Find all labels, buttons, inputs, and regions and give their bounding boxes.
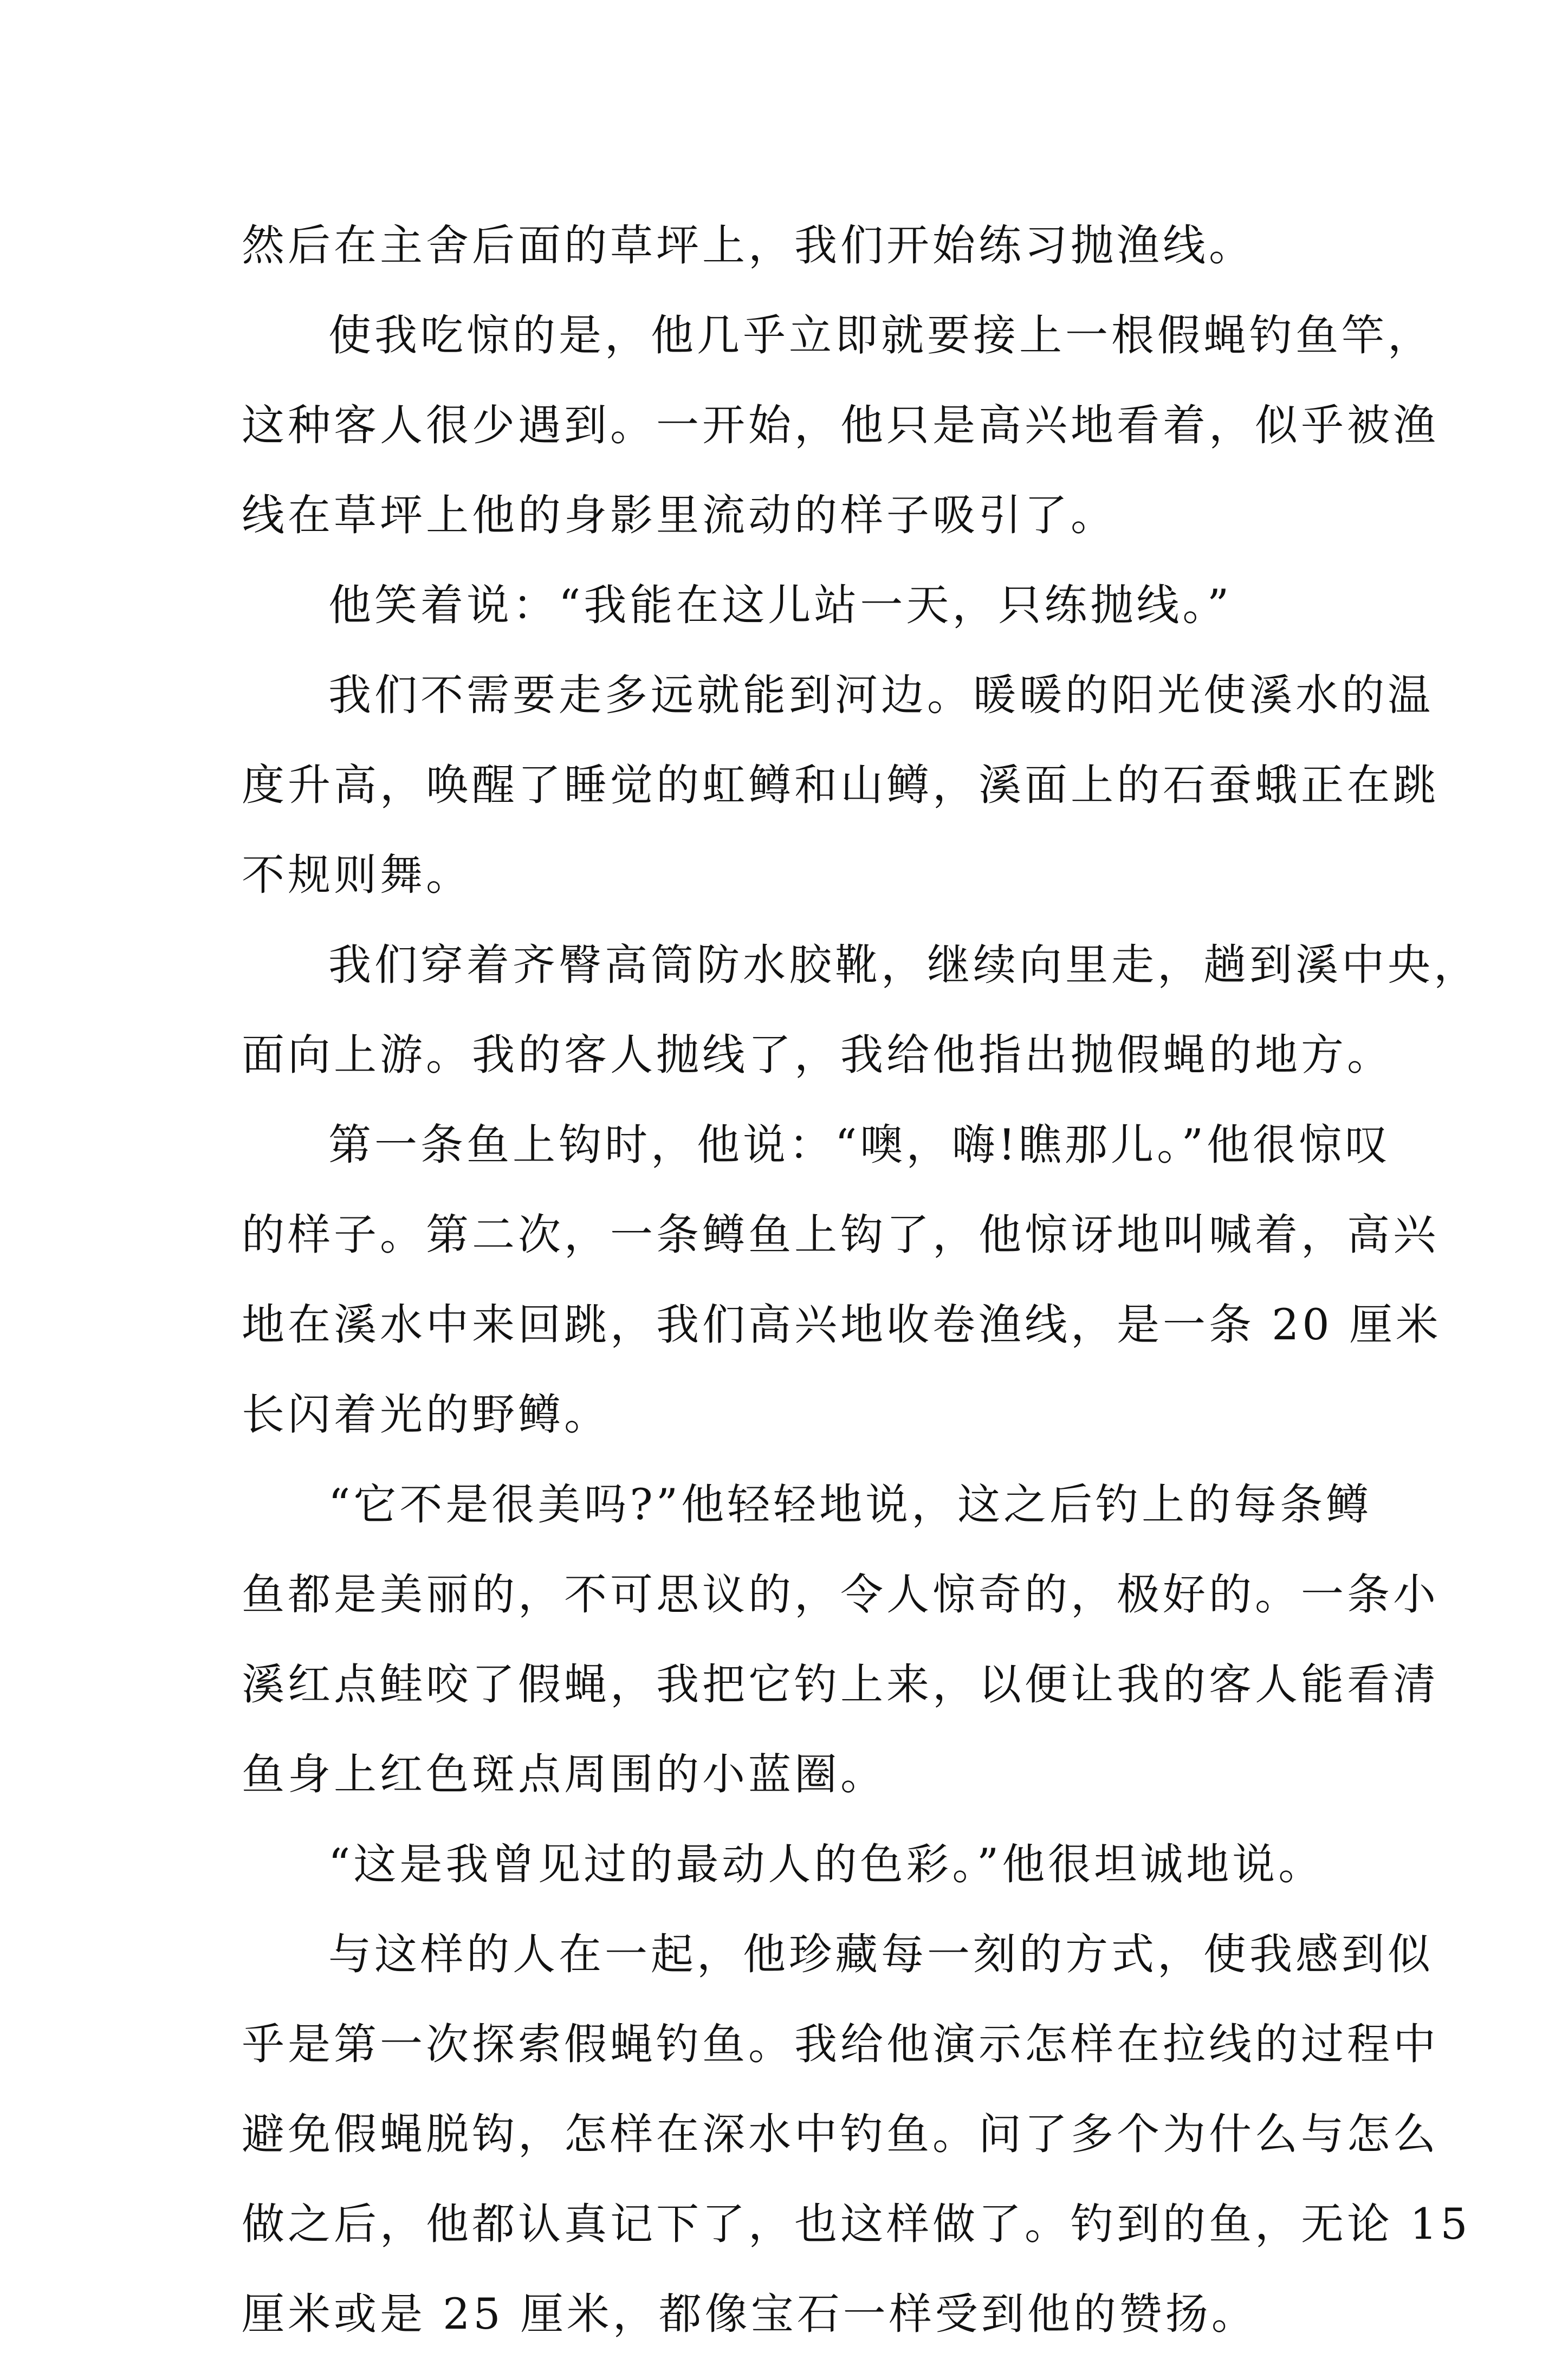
- text-line: 厘米或是 25 厘米，都像宝石一样受到他的赞扬。: [242, 2289, 1258, 2339]
- text-line: 线在草坪上他的身影里流动的样子吸引了。: [242, 490, 1117, 540]
- text-line: 我们不需要走多远就能到河边。暖暖的阳光使溪水的温: [328, 670, 1434, 720]
- text-line: 乎是第一次探索假蝇钓鱼。我给他演示怎样在拉线的过程中: [242, 2019, 1439, 2069]
- text-line: 鱼都是美丽的，不可思议的，令人惊奇的，极好的。一条小: [242, 1570, 1439, 1619]
- text-line: “这是我曾见过的最动人的色彩。”他很坦诚地说。: [328, 1839, 1325, 1889]
- text-line: 度升高，唤醒了睡觉的虹鳟和山鳟，溪面上的石蚕蛾正在跳: [242, 760, 1439, 810]
- text-line: 面向上游。我的客人抛线了，我给他指出抛假蝇的地方。: [242, 1030, 1393, 1080]
- text-line: 第一条鱼上钩时，他说：“噢，嗨!瞧那儿。”他很惊叹: [328, 1120, 1391, 1170]
- text-line: 我们穿着齐臀高筒防水胶靴，继续向里走，趟到溪中央，: [328, 940, 1480, 990]
- text-line: 的样子。第二次，一条鳟鱼上钩了，他惊讶地叫喊着，高兴: [242, 1210, 1439, 1260]
- text-line: 他笑着说：“我能在这儿站一天，只练抛线。”: [328, 580, 1233, 630]
- document-body: [242, 200, 1480, 2359]
- text-line: 避免假蝇脱钩，怎样在深水中钓鱼。问了多个为什么与怎么: [242, 2109, 1439, 2159]
- text-line: 做之后，他都认真记下了，也这样做了。钓到的鱼，无论 15: [242, 2199, 1471, 2249]
- text-line: 与这样的人在一起，他珍藏每一刻的方式，使我感到似: [328, 1929, 1434, 1979]
- text-line: 溪红点鲑咬了假蝇，我把它钓上来，以便让我的客人能看清: [242, 1660, 1439, 1709]
- text-line: 这种客人很少遇到。一开始，他只是高兴地看着，似乎被渔: [242, 400, 1439, 450]
- text-line: 鱼身上红色斑点周围的小蓝圈。: [242, 1749, 886, 1799]
- text-line: 然后在主舍后面的草坪上，我们开始练习抛渔线。: [242, 221, 1255, 270]
- text-line: 使我吃惊的是，他几乎立即就要接上一根假蝇钓鱼竿，: [328, 310, 1434, 360]
- text-line: “它不是很美吗?”他轻轻地说，这之后钓上的每条鳟: [328, 1480, 1372, 1530]
- text-line: 不规则舞。: [242, 850, 472, 900]
- text-line: 地在溪水中来回跳，我们高兴地收卷渔线，是一条 20 厘米: [242, 1300, 1442, 1350]
- text-line: 长闪着光的野鳟。: [242, 1390, 610, 1440]
